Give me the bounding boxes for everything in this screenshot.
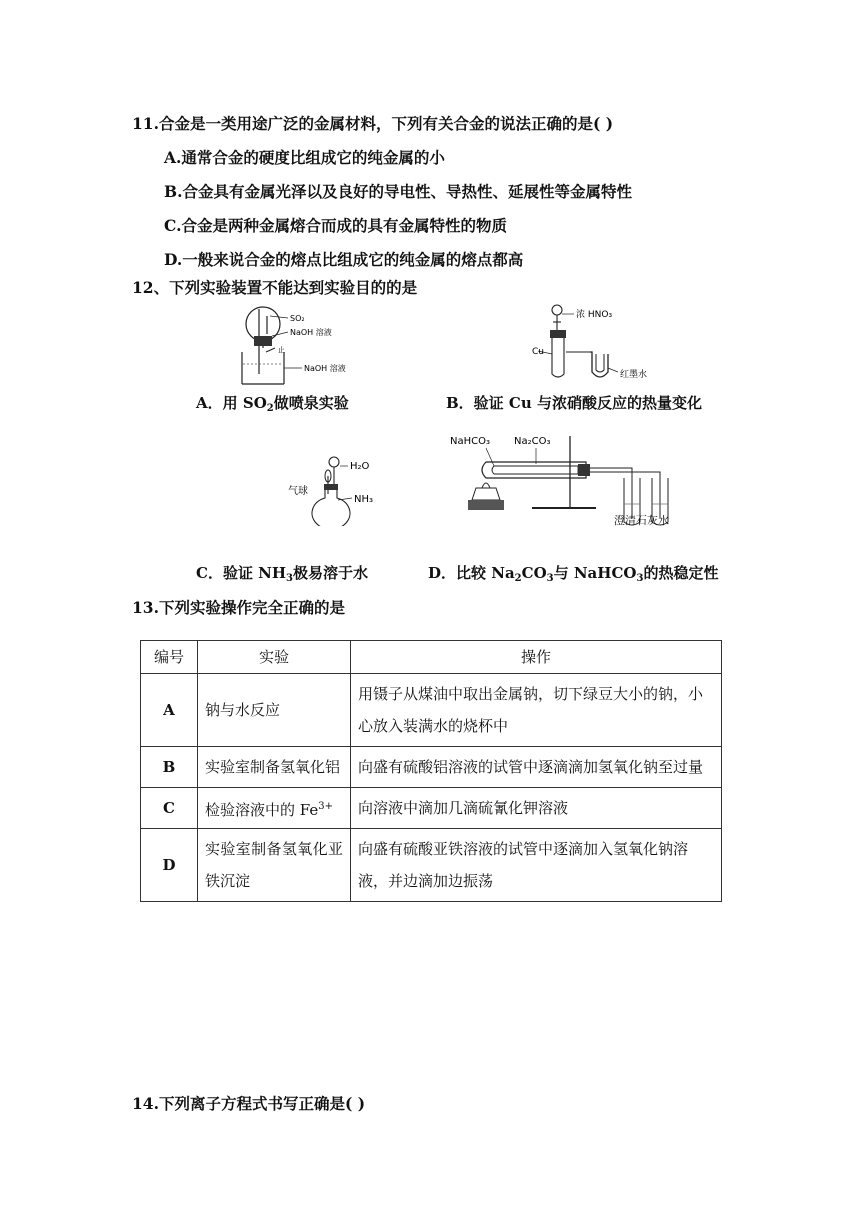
row-experiment: 钠与水反应 [198, 674, 351, 747]
figure-c-ammonia-label: NH₃ [354, 494, 374, 505]
figure-d-na2co3-label: Na₂CO₃ [514, 436, 551, 447]
row-id: D [141, 829, 198, 902]
header-operation: 操作 [351, 641, 722, 674]
q14-stem: 14.下列离子方程式书写正确是( ) [132, 1094, 366, 1113]
row-id: B [141, 747, 198, 788]
q11-stem: 11.合金是一类用途广泛的金属材料，下列有关合金的说法正确的是( ) [132, 114, 614, 133]
row-experiment-superscript: 3+ [318, 800, 333, 812]
q11-option-c: C.合金是两种金属熔合而成的具有金属特性的物质 [164, 216, 507, 235]
q13-operations-table [140, 640, 722, 902]
caption-d-text: CO [521, 564, 547, 582]
caption-d-text: 与 NaHCO [553, 564, 637, 582]
figure-d-limewater-label: 澄清石灰水 [614, 514, 669, 527]
figure-a-naoh-bottom-label: NaOH 溶液 [304, 364, 346, 373]
caption-a-subscript: 2 [266, 403, 274, 414]
table-row [141, 674, 722, 747]
row-id: A [141, 674, 198, 747]
row-id: C [141, 788, 198, 829]
row-experiment: 实验室制备氢氧化铝 [198, 747, 351, 788]
caption-a-text: A．用 SO [196, 394, 267, 412]
figure-b-heat-apparatus [530, 302, 660, 384]
header-experiment: 实验 [198, 641, 351, 674]
caption-d-subscript: 3 [546, 573, 554, 584]
caption-c-text: C．验证 NH [196, 564, 287, 582]
figure-c-ammonia-apparatus [284, 454, 394, 526]
q12-caption-a [196, 392, 349, 414]
row-operation: 用镊子从煤油中取出金属钠，切下绿豆大小的钠，小心放入装满水的烧杯中 [351, 674, 722, 747]
caption-d-subscript: 2 [514, 573, 522, 584]
row-experiment: 实验室制备氢氧化亚铁沉淀 [198, 829, 351, 902]
q11-option-a: A.通常合金的硬度比组成它的纯金属的小 [164, 148, 445, 167]
caption-d-text: D．比较 Na [428, 564, 515, 582]
q12-caption-c [196, 562, 368, 584]
q12-stem: 12、下列实验装置不能达到实验目的的是 [132, 278, 418, 297]
row-operation: 向溶液中滴加几滴硫氰化钾溶液 [351, 788, 722, 829]
row-experiment [198, 788, 351, 829]
caption-c-text-end: 极易溶于水 [293, 564, 369, 582]
figure-a-fountain-apparatus [232, 304, 382, 386]
header-id: 编号 [141, 641, 198, 674]
figure-d-nahco3-label: NaHCO₃ [450, 436, 490, 447]
q13-stem: 13.下列实验操作完全正确的是 [132, 598, 345, 617]
table-header-row [141, 641, 722, 674]
q12-caption-b: B．验证 Cu 与浓硝酸反应的热量变化 [446, 394, 702, 412]
figure-a-so2-label: SO₂ [290, 314, 305, 323]
q11-option-b: B.合金具有金属光泽以及良好的导电性、导热性、延展性等金属特性 [164, 182, 632, 201]
caption-c-subscript: 3 [286, 573, 294, 584]
row-operation: 向盛有硫酸铝溶液的试管中逐滴滴加氢氧化钠至过量 [351, 747, 722, 788]
table-row [141, 829, 722, 902]
table-row [141, 747, 722, 788]
figure-a-naoh-top-label: NaOH 溶液 [290, 328, 332, 337]
caption-d-text-end: 的热稳定性 [643, 564, 719, 582]
q12-caption-d [428, 562, 718, 584]
caption-d-subscript: 3 [636, 573, 644, 584]
row-operation: 向盛有硫酸亚铁溶液的试管中逐滴加入氢氧化钠溶液，并边滴加边振荡 [351, 829, 722, 902]
figure-b-ink-label: 红墨水 [620, 370, 648, 380]
figure-c-balloon-label: 气球 [288, 486, 308, 497]
figure-b-acid-label: 浓 HNO₃ [576, 310, 613, 320]
q11-option-d: D.一般来说合金的熔点比组成它的纯金属的熔点都高 [164, 250, 524, 269]
figure-a-clip-label: 止 [278, 346, 285, 354]
figure-b-cu-label: Cu [532, 347, 544, 357]
caption-a-text-end: 做喷泉实验 [273, 394, 349, 412]
row-experiment-text: 检验溶液中的 Fe [205, 800, 319, 819]
table-row [141, 788, 722, 829]
figure-c-water-label: H₂O [350, 461, 370, 472]
